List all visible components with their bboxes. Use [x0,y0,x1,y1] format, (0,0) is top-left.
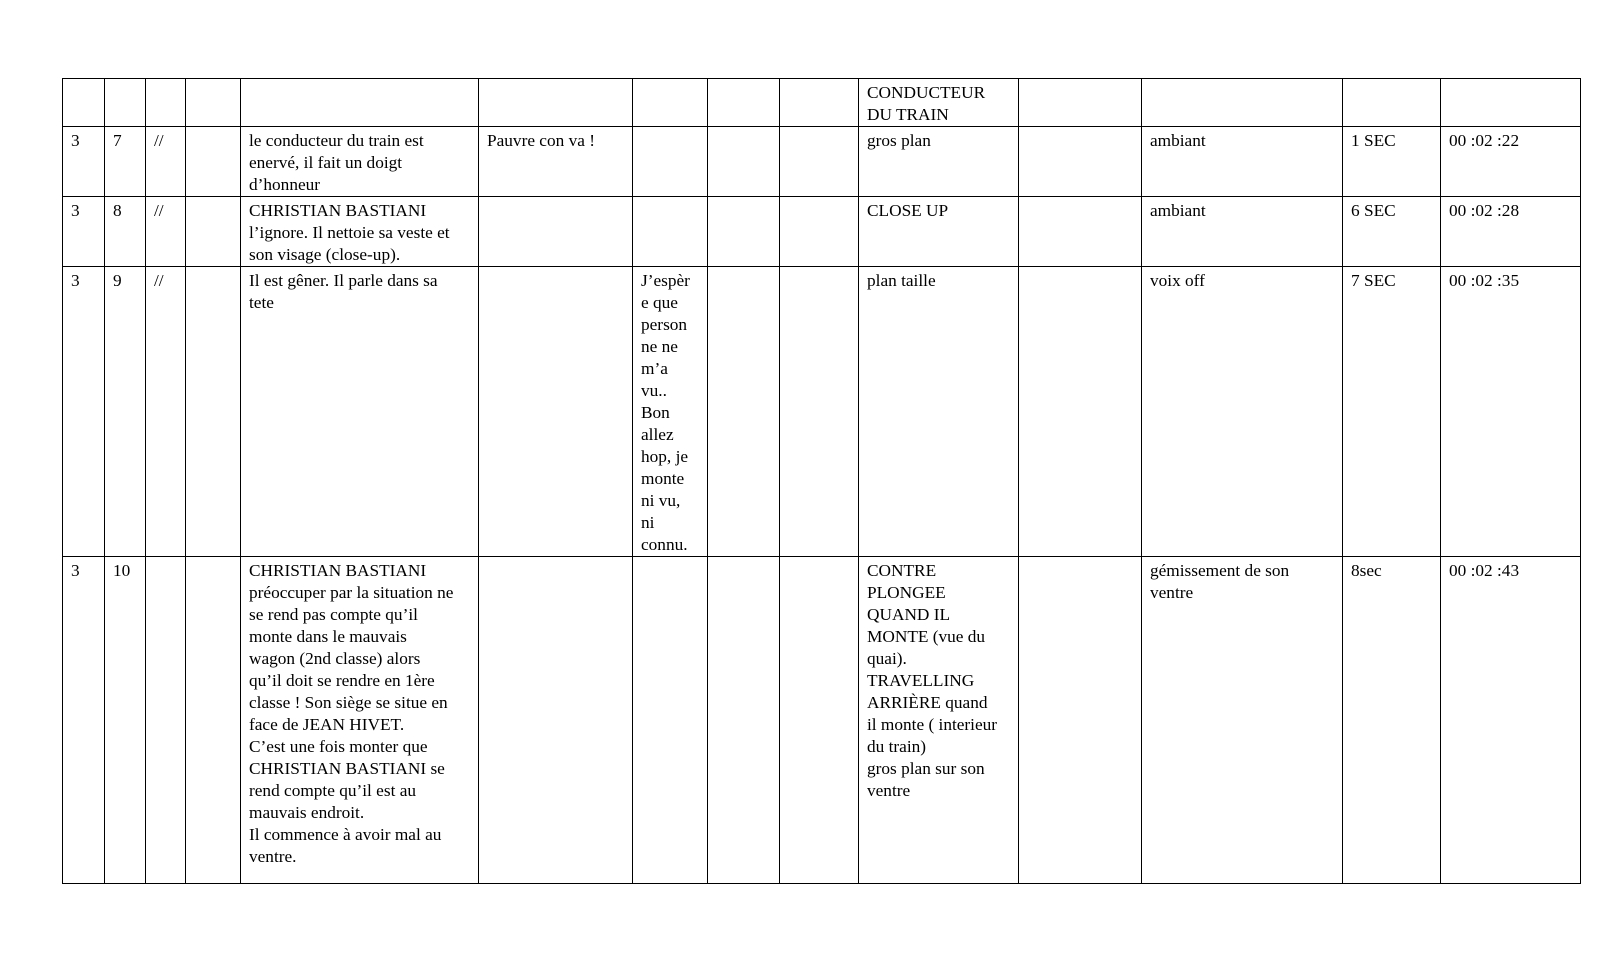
cell-duration: 6 SEC [1343,197,1441,267]
cell-marker [146,79,186,127]
cell-marker: // [146,267,186,557]
cell-sound: ambiant [1142,197,1343,267]
cell-empty [708,267,780,557]
cell-empty [780,267,859,557]
cell-timecode: 00 :02 :22 [1441,127,1581,197]
cell-sound: voix off [1142,267,1343,557]
cell-shot: 9 [105,267,146,557]
cell-empty [1019,197,1142,267]
cell-framing: CLOSE UP [859,197,1019,267]
cell-empty [708,197,780,267]
cell-timecode [1441,79,1581,127]
cell-empty [780,197,859,267]
cell-sequence: 3 [63,197,105,267]
cell-sound [1142,79,1343,127]
cell-framing: plan taille [859,267,1019,557]
cell-timecode: 00 :02 :35 [1441,267,1581,557]
cell-empty [708,557,780,884]
cell-duration: 8sec [1343,557,1441,884]
cell-timecode: 00 :02 :43 [1441,557,1581,884]
cell-sound: gémissement de son ventre [1142,557,1343,884]
cell-empty [780,127,859,197]
cell-dialogue [479,197,633,267]
cell-framing: CONTRE PLONGEE QUAND IL MONTE (vue du quai). TRAVELLING ARRIÈRE quand il monte ( interieur du train) gros plan sur son ventre [859,557,1019,884]
cell-sound: ambiant [1142,127,1343,197]
cell-duration: 1 SEC [1343,127,1441,197]
table-row [63,267,1581,557]
cell-duration [1343,79,1441,127]
cell-action [241,79,479,127]
cell-sequence: 3 [63,127,105,197]
cell-empty [186,127,241,197]
cell-framing: CONDUCTEUR DU TRAIN [859,79,1019,127]
cell-dialogue [479,79,633,127]
table-row [63,557,1581,884]
cell-empty [780,79,859,127]
cell-voice-over: J’espèr e que person ne ne m’a vu.. Bon allez hop, je monte ni vu, ni connu. [633,267,708,557]
cell-dialogue [479,267,633,557]
cell-action: CHRISTIAN BASTIANI l’ignore. Il nettoie sa veste et son visage (close-up). [241,197,479,267]
cell-empty [186,79,241,127]
cell-empty [186,197,241,267]
cell-empty [1019,267,1142,557]
cell-voice-over [633,197,708,267]
storyboard-table [62,78,1581,884]
cell-voice-over [633,557,708,884]
cell-shot: 10 [105,557,146,884]
table-row [63,79,1581,127]
cell-empty [186,267,241,557]
cell-empty [186,557,241,884]
cell-empty [1019,79,1142,127]
cell-empty [708,79,780,127]
table-row [63,197,1581,267]
cell-dialogue: Pauvre con va ! [479,127,633,197]
cell-marker: // [146,197,186,267]
cell-voice-over [633,79,708,127]
cell-shot: 7 [105,127,146,197]
cell-sequence: 3 [63,267,105,557]
cell-empty [1019,127,1142,197]
cell-action: le conducteur du train est enervé, il fait un doigt d’honneur [241,127,479,197]
cell-empty [708,127,780,197]
cell-marker [146,557,186,884]
cell-voice-over [633,127,708,197]
cell-empty [780,557,859,884]
cell-duration: 7 SEC [1343,267,1441,557]
cell-empty [1019,557,1142,884]
cell-action: Il est gêner. Il parle dans sa tete [241,267,479,557]
cell-shot: 8 [105,197,146,267]
cell-dialogue [479,557,633,884]
cell-marker: // [146,127,186,197]
storyboard-page [62,78,1580,884]
cell-timecode: 00 :02 :28 [1441,197,1581,267]
cell-framing: gros plan [859,127,1019,197]
cell-sequence: 3 [63,557,105,884]
cell-shot [105,79,146,127]
cell-sequence [63,79,105,127]
table-row [63,127,1581,197]
cell-action: CHRISTIAN BASTIANI préoccuper par la situation ne se rend pas compte qu’il monte dans le mauvais wagon (2nd classe) alors qu’il doit se rendre en 1ère classe ! Son siège se situe en face de JEAN HIVET. C’est une fois monter que CHRISTIAN BASTIANI se rend compte qu’il est au mauvais endroit. Il commence à avoir mal au ventre. [241,557,479,884]
